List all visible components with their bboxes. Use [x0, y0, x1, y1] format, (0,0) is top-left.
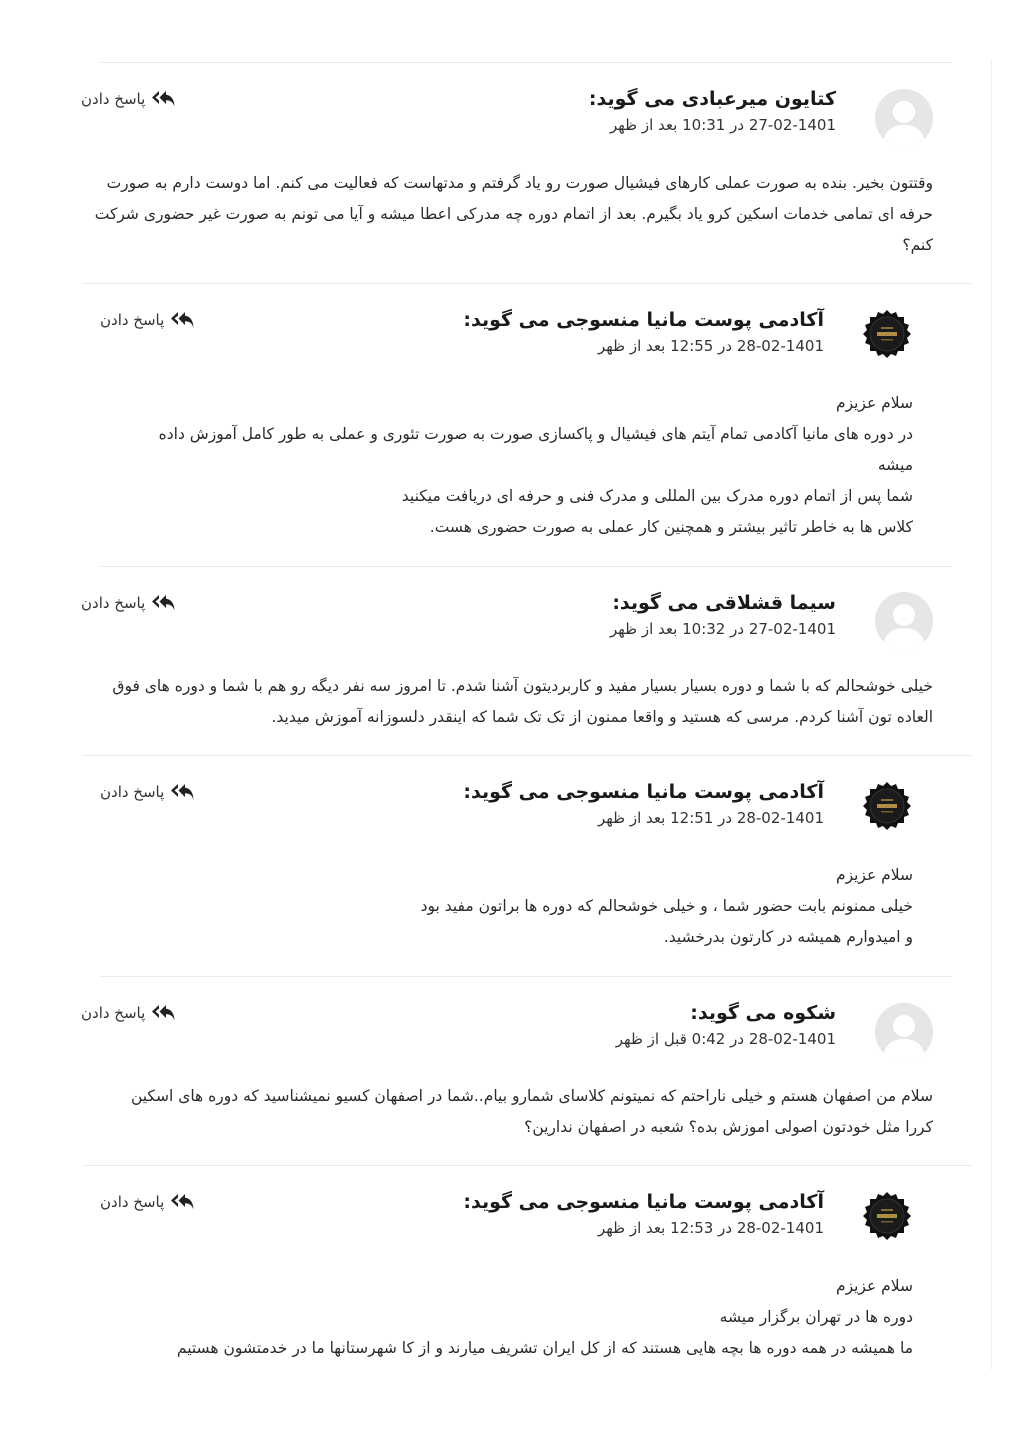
comment-divider [82, 283, 972, 284]
comment-item [0, 566, 1024, 755]
comment-date[interactable]: 28-02-1401 در 12:55 بعد از ظهر [597, 337, 824, 355]
comment-paragraph: و امیدوارم همیشه در کارتون بدرخشید. [663, 928, 913, 946]
avatar [875, 89, 933, 147]
comment-author: آکادمی پوست مانیا منسوجی می گوید: [463, 781, 824, 803]
comment-paragraph: در دوره های مانیا آکادمی تمام آیتم های فیشیال و پاکسازی صورت به صورت تئوری و عملی به طور کامل آموزش داده میشه [158, 425, 913, 474]
comment-reply-item [0, 755, 1024, 976]
comment-paragraph: وقتتون بخیر. بنده به صورت عملی کارهای فیشیال صورت رو یاد گرفتم و مدتهاست که فعالیت می کنم. اما دوست دارم به صورت حرفه ای تمامی خدمات اسکین کرو یاد بگیرم. بعد از اتمام دوره چه مدرکی اعطا میشه و آیا می تونم به صورت غیر حضوری شرکت کنم؟ [94, 174, 933, 254]
comment-item [0, 976, 1024, 1165]
reply-all-icon [170, 1193, 194, 1211]
reply-button[interactable] [81, 1004, 175, 1022]
comment-author: آکادمی پوست مانیا منسوجی می گوید: [463, 309, 824, 331]
comment-author: شکوه می گوید: [690, 1002, 836, 1024]
comment-reply-item [0, 1165, 1024, 1385]
avatar [875, 1003, 933, 1061]
comment-paragraph: دوره ها در تهران برگزار میشه [719, 1308, 913, 1326]
comment-text [120, 388, 913, 543]
avatar [862, 1191, 912, 1241]
comment-divider [100, 976, 952, 977]
comment-author: سیما قشلاقی می گوید: [612, 592, 836, 614]
comment-paragraph: سلام عزیزم [835, 394, 913, 412]
comment-paragraph: سلام من اصفهان هستم و خیلی ناراحتم که نمیتونم کلاسای شمارو بیام..شما در اصفهان کسیو نمیشناسید که دوره های اسکین کررا مثل خودتون اصولی اموزش بده؟ شعبه در اصفهان ندارین؟ [130, 1087, 933, 1136]
comment-text [82, 168, 933, 261]
reply-button[interactable] [81, 90, 175, 108]
avatar [862, 309, 912, 359]
reply-button[interactable] [81, 594, 175, 612]
user-silhouette-icon [875, 89, 933, 147]
comment-divider [100, 62, 952, 63]
comment-reply-item [0, 283, 1024, 566]
avatar [875, 592, 933, 650]
comment-text [82, 671, 933, 733]
comment-text [100, 1081, 933, 1143]
reply-all-icon [170, 783, 194, 801]
academy-seal-logo [862, 309, 912, 359]
user-silhouette-icon [875, 1003, 933, 1061]
comment-text [100, 1271, 913, 1364]
reply-button[interactable] [100, 311, 194, 329]
academy-seal-logo [862, 781, 912, 831]
comment-date[interactable]: 27-02-1401 در 10:31 بعد از ظهر [609, 116, 836, 134]
comment-date[interactable]: 28-02-1401 در 0:42 قبل از ظهر [615, 1030, 836, 1048]
reply-label: پاسخ دادن [100, 783, 165, 801]
comment-paragraph: سلام عزیزم [835, 866, 913, 884]
academy-seal-logo [862, 1191, 912, 1241]
reply-label: پاسخ دادن [81, 90, 146, 108]
reply-label: پاسخ دادن [100, 311, 165, 329]
comment-author: آکادمی پوست مانیا منسوجی می گوید: [463, 1191, 824, 1213]
reply-label: پاسخ دادن [81, 594, 146, 612]
comment-author: کتایون میرعبادی می گوید: [588, 88, 836, 110]
reply-all-icon [151, 90, 175, 108]
reply-all-icon [151, 1004, 175, 1022]
comment-date[interactable]: 27-02-1401 در 10:32 بعد از ظهر [609, 620, 836, 638]
reply-all-icon [151, 594, 175, 612]
comment-date[interactable]: 28-02-1401 در 12:53 بعد از ظهر [597, 1219, 824, 1237]
comment-paragraph: کلاس ها به خاطر تاثیر بیشتر و همچنین کار عملی به صورت حضوری هست. [429, 518, 913, 536]
reply-label: پاسخ دادن [81, 1004, 146, 1022]
comment-paragraph: ما همیشه در همه دوره ها بچه هایی هستند که از کل ایران تشریف میارند و از کا شهرستانها ما در خدمتشون هستیم [176, 1339, 913, 1357]
comment-divider [100, 566, 952, 567]
comment-paragraph: خیلی خوشحالم که با شما و دوره بسیار بسیار مفید و کاربردیتون آشنا شدم. تا امروز سه نفر دیگه رو هم با شما و دوره های فوق العاده تون آشنا کردم. مرسی که هستید و واقعا ممنون از تک تک شما که اینقدر دلسوزانه آموزش میدید. [112, 677, 933, 726]
comment-divider [82, 1165, 972, 1166]
user-silhouette-icon [875, 592, 933, 650]
comment-paragraph: شما پس از اتمام دوره مدرک بین المللی و مدرک فنی و حرفه ای دریافت میکنید [401, 487, 913, 505]
comment-paragraph: سلام عزیزم [835, 1277, 913, 1295]
reply-label: پاسخ دادن [100, 1193, 165, 1211]
reply-button[interactable] [100, 1193, 194, 1211]
reply-button[interactable] [100, 783, 194, 801]
comment-date[interactable]: 28-02-1401 در 12:51 بعد از ظهر [597, 809, 824, 827]
comment-text [120, 860, 913, 953]
comment-paragraph: خیلی ممنونم بابت حضور شما ، و خیلی خوشحالم که دوره ها براتون مفید بود [420, 897, 913, 915]
comment-divider [82, 755, 972, 756]
avatar [862, 781, 912, 831]
comment-item [0, 62, 1024, 282]
reply-all-icon [170, 311, 194, 329]
